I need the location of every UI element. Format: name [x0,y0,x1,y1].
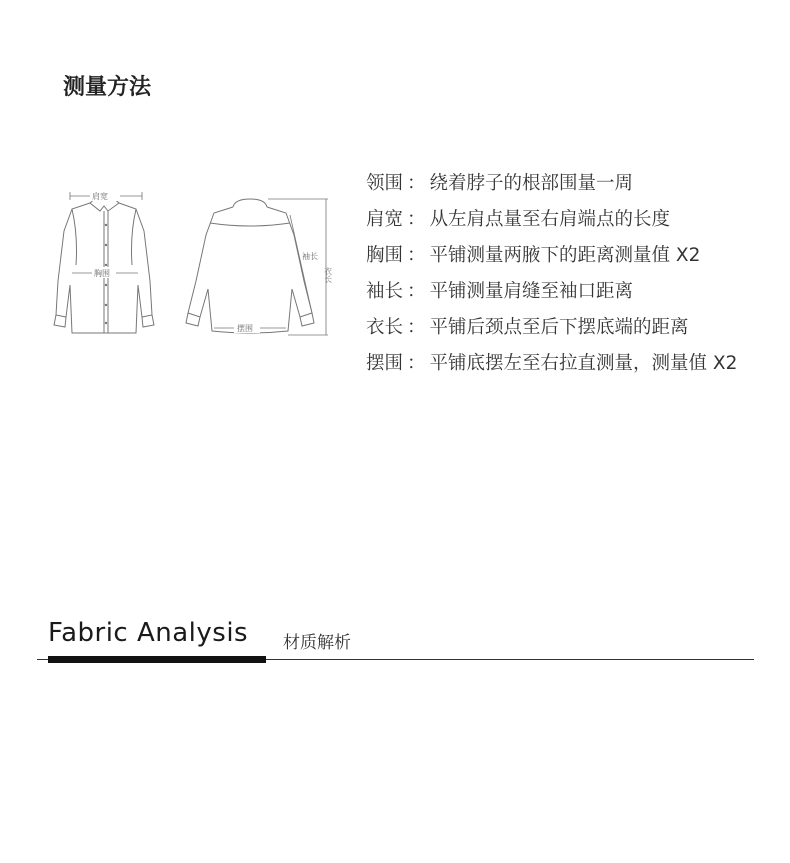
fabric-analysis-subheading: 材质解析 [283,633,351,653]
body-length-label: 衣长 [323,267,333,283]
measurement-description: 平铺测量两腋下的距离测量值 X2 [429,245,701,266]
measurement-description: 平铺测量肩缝至袖口距离 [429,281,634,302]
fabric-analysis-heading: Fabric Analysis [48,618,249,648]
list-item [366,310,737,346]
measurement-separator: ： [407,281,426,302]
sleeve-length-label: 袖长 [302,252,318,261]
measurement-description: 平铺后颈点至后下摆底端的距离 [429,317,689,338]
measurement-name: 衣长 [366,317,404,338]
chest-label: 胸围 [94,269,110,278]
shirt-front-drawing [54,197,154,333]
page-title: 测量方法 [63,75,152,100]
measurement-description: 绕着脖子的根部围量一周 [429,173,634,194]
measurement-name: 肩宽 [366,209,404,230]
measurement-name: 胸围 [366,245,404,266]
measurement-name: 摆围 [366,353,404,374]
list-item [366,274,737,310]
shoulder-width-label: 肩宽 [92,192,108,201]
measurement-name: 领围 [366,173,404,194]
measurement-separator: ： [407,353,426,374]
measurement-separator: ： [407,245,426,266]
shirt-diagram-svg [28,185,348,345]
measurement-separator: ： [407,317,426,338]
shirt-back-drawing [186,199,314,333]
list-item [366,166,737,202]
measurement-list [366,166,737,382]
measurement-description: 从左肩点量至右肩端点的长度 [429,209,671,230]
list-item [366,238,737,274]
measurement-separator: ： [407,173,426,194]
shirt-measurement-diagram [28,185,348,345]
measurement-separator: ： [407,209,426,230]
measurement-name: 袖长 [366,281,404,302]
section-divider-accent [48,656,266,663]
hem-label: 摆围 [237,324,253,333]
list-item [366,202,737,238]
measurement-description: 平铺底摆左至右拉直测量，测量值 X2 [429,353,738,374]
list-item [366,346,737,382]
